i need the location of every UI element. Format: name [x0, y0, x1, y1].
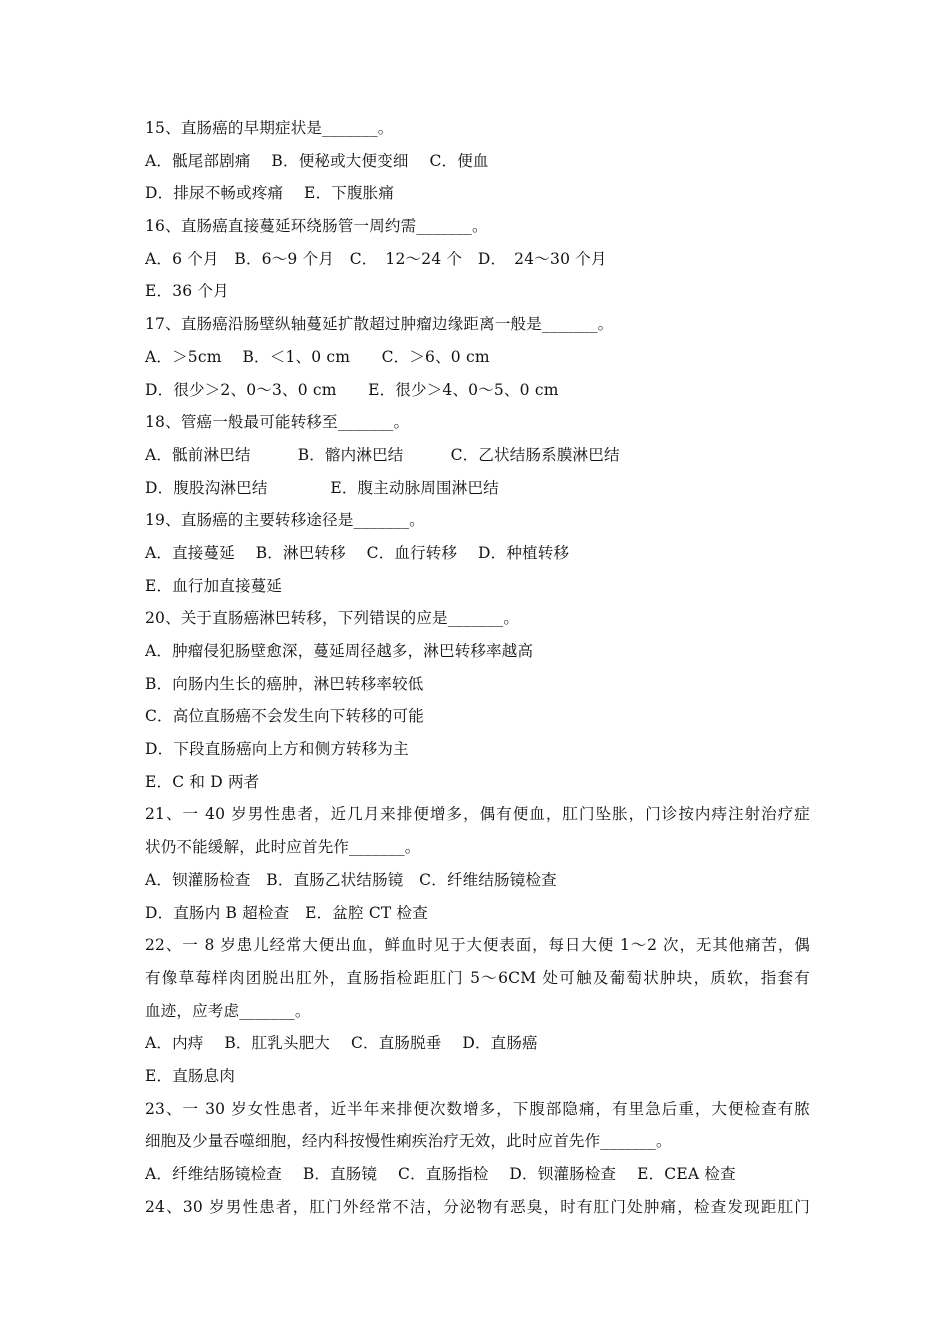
question-21-stem: 状仍不能缓解，此时应首先作_______。: [145, 838, 421, 857]
question-19-stem: 19、直肠癌的主要转移途径是_______。: [145, 511, 425, 530]
question-18-options: D．腹股沟淋巴结 E．腹主动脉周围淋巴结: [145, 478, 499, 497]
question-20-option-e: E．C 和 D 两者: [145, 772, 260, 791]
question-17-stem: 17、直肠癌沿肠壁纵轴蔓延扩散超过肿瘤边缘距离一般是_______。: [145, 315, 614, 334]
question-17-options: D．很少＞2、0～3、0 cm E．很少＞4、0～5、0 cm: [145, 380, 559, 399]
question-20-option-c: C．高位直肠癌不会发生向下转移的可能: [145, 707, 424, 726]
question-20-option-b: B．向肠内生长的癌肿，淋巴转移率较低: [145, 674, 424, 693]
question-22-options: E．直肠息肉: [145, 1066, 236, 1085]
question-22-options: A．内痔 B．肛乳头肥大 C．直肠脱垂 D．直肠癌: [145, 1034, 538, 1053]
question-19-options: A．直接蔓延 B．淋巴转移 C．血行转移 D．种植转移: [145, 543, 570, 562]
question-20-option-d: D．下段直肠癌向上方和侧方转移为主: [145, 740, 409, 759]
question-15-options: D．排尿不畅或疼痛 E．下腹胀痛: [145, 184, 395, 203]
question-23-stem: 23、一 30 岁女性患者，近半年来排便次数增多，下腹部隐痛，有里急后重，大便检查有脓: [145, 1099, 810, 1118]
question-17-options: A．＞5cm B．＜1、0 cm C．＞6、0 cm: [145, 347, 490, 366]
question-18-stem: 18、管癌一般最可能转移至_______。: [145, 413, 410, 432]
question-20-stem: 20、关于直肠癌淋巴转移，下列错误的应是_______。: [145, 609, 520, 628]
question-23-stem: 细胞及少量吞噬细胞，经内科按慢性痢疾治疗无效，此时应首先作_______。: [145, 1132, 672, 1151]
question-21-options: D．直肠内 B 超检查 E．盆腔 CT 检查: [145, 903, 428, 922]
question-21-stem: 21、一 40 岁男性患者，近几月来排便增多，偶有便血，肛门坠胀，门诊按内痔注射治疗症: [145, 805, 810, 824]
question-19-options: E．血行加直接蔓延: [145, 576, 283, 595]
question-15-options: A．骶尾部剧痛 B．便秘或大便变细 C．便血: [145, 151, 489, 170]
question-18-options: A．骶前淋巴结 B．髂内淋巴结 C．乙状结肠系膜淋巴结: [145, 445, 620, 464]
question-15-stem: 15、直肠癌的早期症状是_______。: [145, 119, 394, 137]
question-22-stem: 血迹，应考虑_______。: [145, 1001, 311, 1020]
question-21-options: A．钡灌肠检查 B．直肠乙状结肠镜 C．纤维结肠镜检查: [145, 870, 557, 889]
document-body: [145, 112, 810, 1223]
question-16-options: A．6 个月 B．6～9 个月 C． 12～24 个 D． 24～30 个月: [145, 249, 607, 268]
question-16-options: E．36 个月: [145, 282, 229, 301]
question-24-stem: 24、30 岁男性患者，肛门外经常不洁，分泌物有恶臭，时有肛门处肿痛，检查发现距肛门: [145, 1197, 810, 1216]
question-16-stem: 16、直肠癌直接蔓延环绕肠管一周约需_______。: [145, 217, 488, 236]
question-23-options: A．纤维结肠镜检查 B．直肠镜 C．直肠指检 D．钡灌肠检查 E．CEA 检查: [145, 1165, 736, 1183]
question-22-stem: 有像草莓样肉团脱出肛外，直肠指检距肛门 5～6CM 处可触及葡萄状肿块，质软，指套有: [145, 968, 810, 987]
question-22-stem: 22、一 8 岁患儿经常大便出血，鲜血时见于大便表面，每日大便 1～2 次，无其他痛苦，偶: [145, 936, 810, 955]
question-20-option-a: A．肿瘤侵犯肠壁愈深，蔓延周径越多，淋巴转移率越高: [145, 642, 534, 660]
